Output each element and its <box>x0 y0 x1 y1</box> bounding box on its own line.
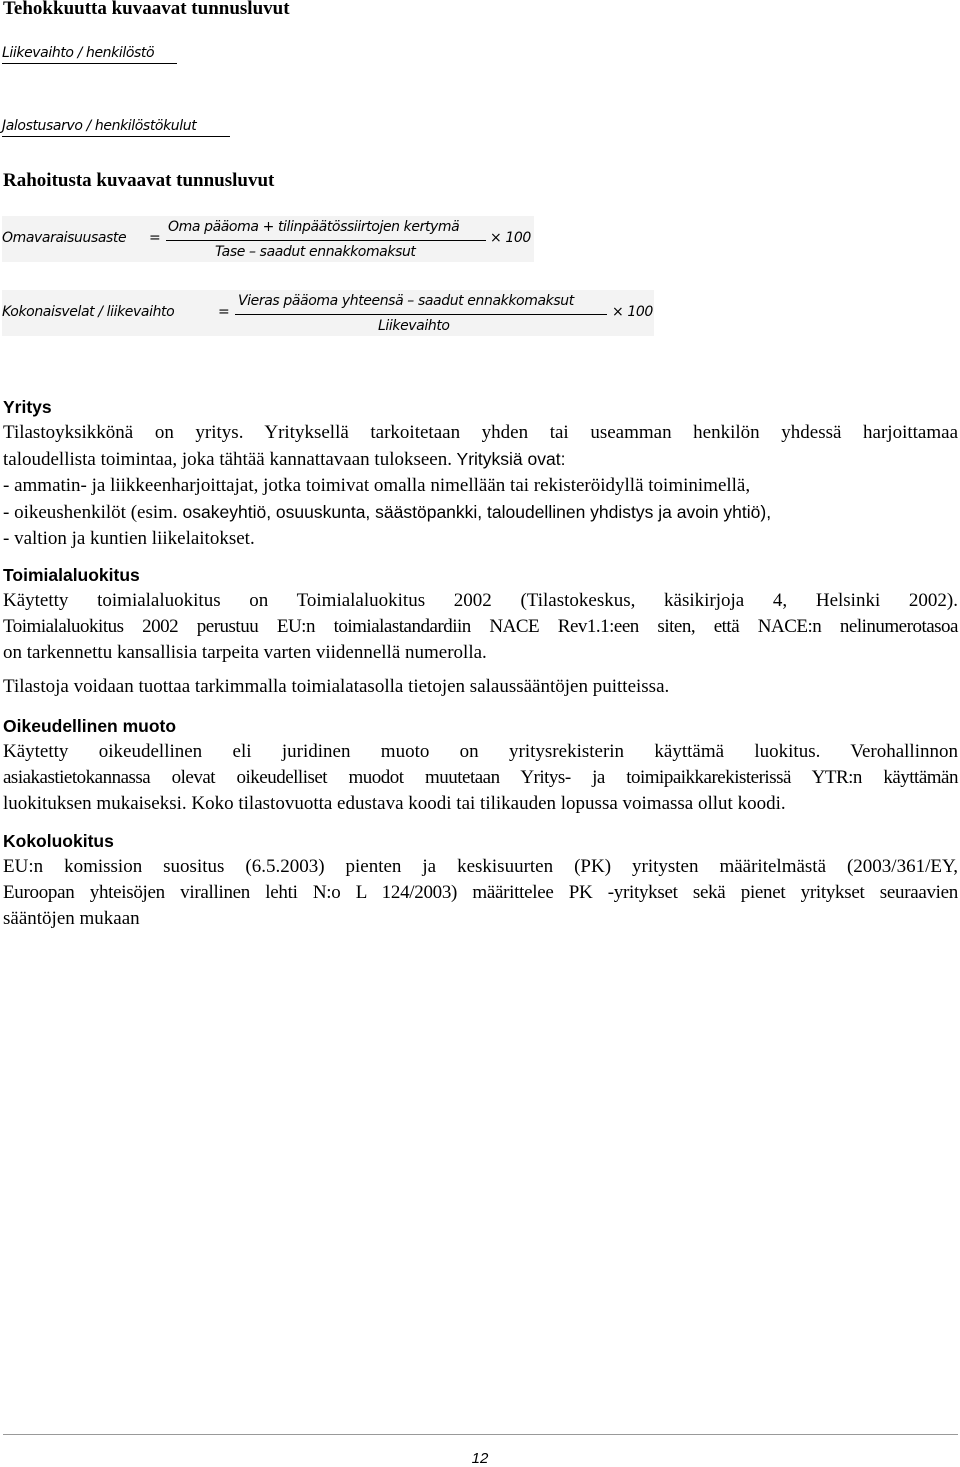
section-kokoluokitus <box>3 828 958 932</box>
formula-underline <box>2 136 230 137</box>
formula-denominator: Tase – saadut ennakkomaksut <box>215 244 416 260</box>
formula-text: Liikevaihto / henkilöstö <box>2 45 155 61</box>
formula-equals: = <box>149 230 161 246</box>
text-run: taloudellista toimintaa, joka tähtää kannattavaan tulokseen. <box>3 449 452 470</box>
paragraph-line: on tarkennettu kansallisia tarpeita varten viidennellä numerolla. <box>3 642 487 663</box>
paragraph-line <box>3 446 958 473</box>
paragraph-line: EU:n komission suositus (6.5.2003) pienten ja keskisuurten (PK) yritysten määritelmästä (2003/361/EY, <box>3 856 958 877</box>
heading-kokoluokitus: Kokoluokitus <box>3 831 114 851</box>
formula-numerator: Oma pääoma + tilinpäätössiirtojen kertymä <box>168 219 460 235</box>
formula-equals: = <box>218 304 230 320</box>
footer-divider <box>3 1434 958 1435</box>
list-item: - ammatin- ja liikkeenharjoittajat, jotka toimivat omalla nimellään tai rekisteröidyllä toiminimellä, <box>3 475 751 496</box>
section-title-financing: Rahoitusta kuvaavat tunnusluvut <box>3 170 275 191</box>
paragraph-line: luokituksen mukaiseksi. Koko tilastovuotta edustava koodi tai tilikauden lopussa voimassa ollut koodi. <box>3 793 786 814</box>
text-run: osakeyhtiö, osuuskunta, säästöpankki, taloudellinen yhdistys ja avoin yhtiö), <box>177 502 772 522</box>
formula-multiplier: × 100 <box>490 230 531 246</box>
fraction-bar <box>235 314 607 315</box>
paragraph-line: asiakastietokannassa olevat oikeudelliset muodot muutetaan Yritys- ja toimipaikkarekisterissä YTR:n käyttämän <box>3 767 958 788</box>
formula-debt-to-revenue <box>2 290 654 336</box>
fraction-bar <box>166 240 486 241</box>
paragraph-line: Tilastoyksikkönä on yritys. Yrityksellä tarkoitetaan yhden tai useamman henkilön yhdessä harjoittamaa <box>3 422 958 443</box>
formula-numerator: Vieras pääoma yhteensä – saadut ennakkomaksut <box>238 293 574 309</box>
paragraph-line: sääntöjen mukaan <box>3 908 140 929</box>
list-item: - valtion ja kuntien liikelaitokset. <box>3 528 255 549</box>
formula-lhs: Omavaraisuusaste <box>2 230 127 246</box>
paragraph-line: Toimialaluokitus 2002 perustuu EU:n toimialastandardiin NACE Rev1.1:een siten, että NACE:n nelinumerotasoa <box>3 616 958 637</box>
formula-equity-ratio <box>2 216 534 262</box>
formula-value-added-per-personnel-costs <box>2 117 237 139</box>
section-yritys <box>3 394 958 552</box>
formula-revenue-per-employee <box>2 44 182 66</box>
text-run: - oikeushenkilöt (esim. <box>3 502 178 523</box>
page-number: 12 <box>471 1450 489 1467</box>
heading-toimialaluokitus: Toimialaluokitus <box>3 565 140 585</box>
formula-underline <box>2 63 177 64</box>
section-oikeudellinen-muoto <box>3 713 958 817</box>
paragraph-line: Käytetty toimialaluokitus on Toimialaluokitus 2002 (Tilastokeskus, käsikirjoja 4, Helsinki 2002). <box>3 590 958 611</box>
paragraph-line: Tilastoja voidaan tuottaa tarkimmalla toimialatasolla tietojen salaussääntöjen puitteissa. <box>3 676 670 697</box>
text-run: Yrityksiä ovat: <box>452 449 566 469</box>
formula-denominator: Liikevaihto <box>378 318 450 334</box>
section-title-efficiency: Tehokkuutta kuvaavat tunnusluvut <box>3 0 290 19</box>
heading-yritys: Yritys <box>3 397 52 417</box>
paragraph-line: Käytetty oikeudellinen eli juridinen muoto on yritysrekisterin käyttämä luokitus. Verohallinnon <box>3 741 958 762</box>
section-toimialaluokitus <box>3 562 958 700</box>
paragraph-line: Euroopan yhteisöjen virallinen lehti N:o L 124/2003) määrittelee PK -yritykset sekä pienet yritykset seuraavien <box>3 882 958 903</box>
formula-lhs: Kokonaisvelat / liikevaihto <box>2 304 175 320</box>
formula-text: Jalostusarvo / henkilöstökulut <box>2 118 197 134</box>
heading-oikeudellinen-muoto: Oikeudellinen muoto <box>3 716 177 736</box>
list-item <box>3 499 958 526</box>
formula-multiplier: × 100 <box>612 304 653 320</box>
